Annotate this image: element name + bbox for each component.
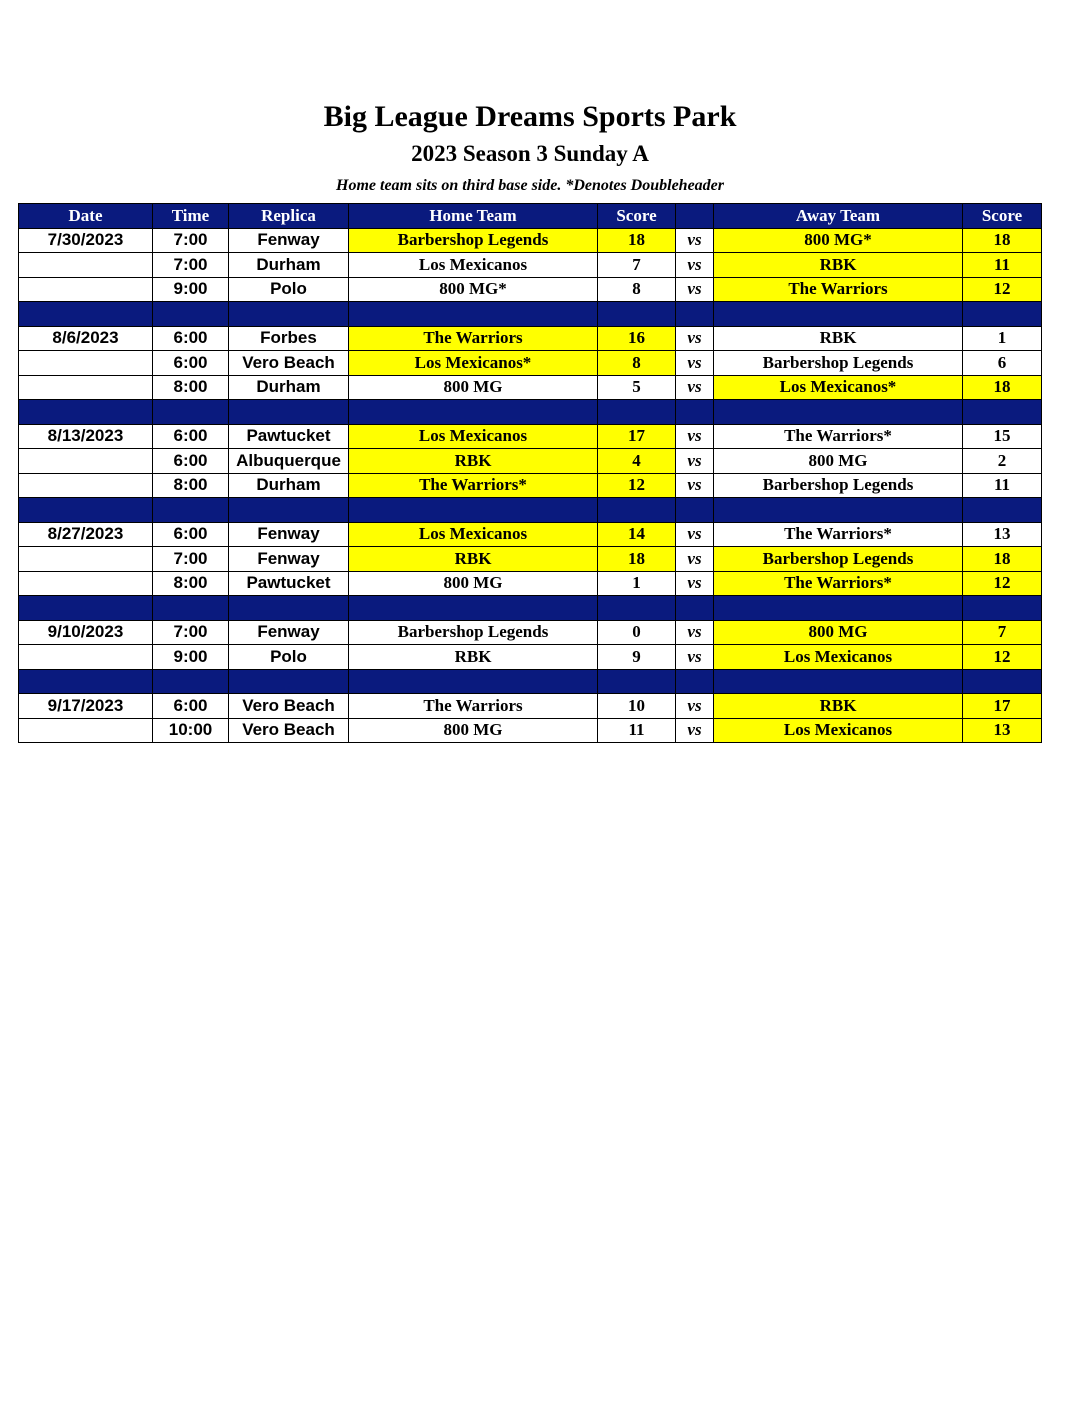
vs-cell: vs bbox=[676, 620, 714, 645]
time-cell: 8:00 bbox=[153, 473, 229, 498]
away-score-cell: 11 bbox=[963, 253, 1042, 278]
home-team-cell: 800 MG* bbox=[349, 277, 598, 302]
away-team-cell: The Warriors* bbox=[714, 424, 963, 449]
away-score-cell: 17 bbox=[963, 694, 1042, 719]
replica-cell: Vero Beach bbox=[229, 694, 349, 719]
home-team-cell: 800 MG bbox=[349, 571, 598, 596]
away-score-cell: 12 bbox=[963, 277, 1042, 302]
col-header-date: Date bbox=[19, 204, 153, 229]
separator-cell bbox=[598, 302, 676, 327]
time-cell: 8:00 bbox=[153, 375, 229, 400]
home-score-cell: 14 bbox=[598, 522, 676, 547]
separator-cell bbox=[153, 669, 229, 694]
time-cell: 6:00 bbox=[153, 694, 229, 719]
home-score-cell: 12 bbox=[598, 473, 676, 498]
separator-cell bbox=[714, 669, 963, 694]
separator-cell bbox=[153, 498, 229, 523]
replica-cell: Pawtucket bbox=[229, 571, 349, 596]
separator-cell bbox=[714, 302, 963, 327]
home-team-cell: RBK bbox=[349, 449, 598, 474]
date-cell bbox=[19, 571, 153, 596]
time-cell: 6:00 bbox=[153, 424, 229, 449]
home-team-cell: The Warriors bbox=[349, 694, 598, 719]
separator-row bbox=[19, 302, 1042, 327]
table-row bbox=[19, 228, 1042, 253]
away-team-cell: 800 MG* bbox=[714, 228, 963, 253]
home-team-cell: Los Mexicanos bbox=[349, 522, 598, 547]
home-score-cell: 10 bbox=[598, 694, 676, 719]
home-team-cell: Los Mexicanos bbox=[349, 253, 598, 278]
separator-cell bbox=[349, 400, 598, 425]
col-header-away-score: Score bbox=[963, 204, 1042, 229]
away-score-cell: 7 bbox=[963, 620, 1042, 645]
away-team-cell: RBK bbox=[714, 253, 963, 278]
time-cell: 9:00 bbox=[153, 277, 229, 302]
date-cell bbox=[19, 473, 153, 498]
vs-cell: vs bbox=[676, 547, 714, 572]
separator-cell bbox=[676, 400, 714, 425]
separator-cell bbox=[714, 596, 963, 621]
vs-cell: vs bbox=[676, 449, 714, 474]
separator-cell bbox=[676, 669, 714, 694]
away-score-cell: 18 bbox=[963, 228, 1042, 253]
date-cell: 9/10/2023 bbox=[19, 620, 153, 645]
vs-cell: vs bbox=[676, 351, 714, 376]
away-score-cell: 6 bbox=[963, 351, 1042, 376]
schedule-body bbox=[19, 228, 1042, 743]
away-team-cell: 800 MG bbox=[714, 620, 963, 645]
away-team-cell: Los Mexicanos* bbox=[714, 375, 963, 400]
date-cell bbox=[19, 351, 153, 376]
separator-row bbox=[19, 669, 1042, 694]
away-score-cell: 11 bbox=[963, 473, 1042, 498]
home-score-cell: 9 bbox=[598, 645, 676, 670]
separator-cell bbox=[153, 302, 229, 327]
table-row bbox=[19, 375, 1042, 400]
away-team-cell: 800 MG bbox=[714, 449, 963, 474]
time-cell: 9:00 bbox=[153, 645, 229, 670]
vs-cell: vs bbox=[676, 277, 714, 302]
separator-cell bbox=[349, 302, 598, 327]
vs-cell: vs bbox=[676, 522, 714, 547]
col-header-vs bbox=[676, 204, 714, 229]
time-cell: 8:00 bbox=[153, 571, 229, 596]
separator-cell bbox=[349, 596, 598, 621]
vs-cell: vs bbox=[676, 228, 714, 253]
table-row bbox=[19, 522, 1042, 547]
table-row bbox=[19, 718, 1042, 743]
separator-cell bbox=[676, 498, 714, 523]
separator-cell bbox=[19, 669, 153, 694]
date-cell bbox=[19, 718, 153, 743]
home-team-cell: Los Mexicanos bbox=[349, 424, 598, 449]
date-cell: 9/17/2023 bbox=[19, 694, 153, 719]
home-team-cell: 800 MG bbox=[349, 375, 598, 400]
away-score-cell: 2 bbox=[963, 449, 1042, 474]
separator-cell bbox=[598, 498, 676, 523]
date-cell bbox=[19, 645, 153, 670]
home-score-cell: 11 bbox=[598, 718, 676, 743]
table-row bbox=[19, 571, 1042, 596]
home-score-cell: 17 bbox=[598, 424, 676, 449]
home-score-cell: 18 bbox=[598, 228, 676, 253]
date-cell: 7/30/2023 bbox=[19, 228, 153, 253]
replica-cell: Polo bbox=[229, 645, 349, 670]
schedule-table bbox=[18, 203, 1042, 743]
table-header-row bbox=[19, 204, 1042, 229]
away-team-cell: Barbershop Legends bbox=[714, 547, 963, 572]
date-cell bbox=[19, 449, 153, 474]
separator-cell bbox=[963, 596, 1042, 621]
home-score-cell: 0 bbox=[598, 620, 676, 645]
separator-cell bbox=[229, 669, 349, 694]
replica-cell: Fenway bbox=[229, 522, 349, 547]
table-row bbox=[19, 473, 1042, 498]
away-score-cell: 12 bbox=[963, 571, 1042, 596]
replica-cell: Fenway bbox=[229, 620, 349, 645]
date-cell bbox=[19, 375, 153, 400]
time-cell: 7:00 bbox=[153, 253, 229, 278]
home-score-cell: 16 bbox=[598, 326, 676, 351]
separator-cell bbox=[19, 498, 153, 523]
separator-cell bbox=[349, 669, 598, 694]
table-row bbox=[19, 694, 1042, 719]
time-cell: 7:00 bbox=[153, 228, 229, 253]
table-row bbox=[19, 253, 1042, 278]
separator-cell bbox=[963, 400, 1042, 425]
away-team-cell: RBK bbox=[714, 326, 963, 351]
separator-cell bbox=[19, 596, 153, 621]
home-score-cell: 8 bbox=[598, 277, 676, 302]
separator-cell bbox=[153, 400, 229, 425]
away-score-cell: 18 bbox=[963, 375, 1042, 400]
replica-cell: Durham bbox=[229, 253, 349, 278]
vs-cell: vs bbox=[676, 694, 714, 719]
table-row bbox=[19, 351, 1042, 376]
replica-cell: Fenway bbox=[229, 547, 349, 572]
replica-cell: Forbes bbox=[229, 326, 349, 351]
home-score-cell: 1 bbox=[598, 571, 676, 596]
home-score-cell: 18 bbox=[598, 547, 676, 572]
separator-cell bbox=[349, 498, 598, 523]
time-cell: 10:00 bbox=[153, 718, 229, 743]
home-team-cell: RBK bbox=[349, 645, 598, 670]
home-score-cell: 4 bbox=[598, 449, 676, 474]
separator-cell bbox=[963, 498, 1042, 523]
table-row bbox=[19, 326, 1042, 351]
replica-cell: Vero Beach bbox=[229, 718, 349, 743]
away-team-cell: Barbershop Legends bbox=[714, 351, 963, 376]
separator-cell bbox=[963, 669, 1042, 694]
home-team-cell: RBK bbox=[349, 547, 598, 572]
replica-cell: Pawtucket bbox=[229, 424, 349, 449]
replica-cell: Albuquerque bbox=[229, 449, 349, 474]
time-cell: 7:00 bbox=[153, 547, 229, 572]
schedule-note: Home team sits on third base side. *Denotes Doubleheader bbox=[336, 177, 724, 194]
vs-cell: vs bbox=[676, 375, 714, 400]
table-row bbox=[19, 449, 1042, 474]
away-score-cell: 1 bbox=[963, 326, 1042, 351]
vs-cell: vs bbox=[676, 645, 714, 670]
home-team-cell: Barbershop Legends bbox=[349, 228, 598, 253]
vs-cell: vs bbox=[676, 326, 714, 351]
away-score-cell: 13 bbox=[963, 522, 1042, 547]
separator-row bbox=[19, 400, 1042, 425]
vs-cell: vs bbox=[676, 424, 714, 449]
col-header-home-team: Home Team bbox=[349, 204, 598, 229]
separator-cell bbox=[714, 498, 963, 523]
table-row bbox=[19, 547, 1042, 572]
separator-cell bbox=[598, 669, 676, 694]
home-team-cell: The Warriors* bbox=[349, 473, 598, 498]
replica-cell: Durham bbox=[229, 375, 349, 400]
away-score-cell: 12 bbox=[963, 645, 1042, 670]
separator-cell bbox=[598, 400, 676, 425]
date-cell bbox=[19, 277, 153, 302]
table-row bbox=[19, 620, 1042, 645]
away-team-cell: Los Mexicanos bbox=[714, 645, 963, 670]
time-cell: 7:00 bbox=[153, 620, 229, 645]
replica-cell: Fenway bbox=[229, 228, 349, 253]
separator-cell bbox=[598, 596, 676, 621]
col-header-away-team: Away Team bbox=[714, 204, 963, 229]
col-header-replica: Replica bbox=[229, 204, 349, 229]
vs-cell: vs bbox=[676, 571, 714, 596]
col-header-time: Time bbox=[153, 204, 229, 229]
away-score-cell: 13 bbox=[963, 718, 1042, 743]
away-team-cell: The Warriors* bbox=[714, 571, 963, 596]
date-cell bbox=[19, 253, 153, 278]
away-score-cell: 18 bbox=[963, 547, 1042, 572]
page-title: Big League Dreams Sports Park bbox=[323, 100, 737, 133]
vs-cell: vs bbox=[676, 718, 714, 743]
home-team-cell: 800 MG bbox=[349, 718, 598, 743]
separator-cell bbox=[676, 302, 714, 327]
separator-cell bbox=[229, 596, 349, 621]
col-header-home-score: Score bbox=[598, 204, 676, 229]
separator-cell bbox=[229, 302, 349, 327]
separator-cell bbox=[19, 400, 153, 425]
season-subtitle: 2023 Season 3 Sunday A bbox=[411, 141, 649, 166]
time-cell: 6:00 bbox=[153, 449, 229, 474]
separator-row bbox=[19, 596, 1042, 621]
home-team-cell: The Warriors bbox=[349, 326, 598, 351]
vs-cell: vs bbox=[676, 253, 714, 278]
away-team-cell: Los Mexicanos bbox=[714, 718, 963, 743]
home-score-cell: 5 bbox=[598, 375, 676, 400]
vs-cell: vs bbox=[676, 473, 714, 498]
table-row bbox=[19, 277, 1042, 302]
away-score-cell: 15 bbox=[963, 424, 1042, 449]
date-cell: 8/6/2023 bbox=[19, 326, 153, 351]
table-row bbox=[19, 645, 1042, 670]
separator-cell bbox=[229, 400, 349, 425]
away-team-cell: The Warriors* bbox=[714, 522, 963, 547]
replica-cell: Polo bbox=[229, 277, 349, 302]
date-cell bbox=[19, 547, 153, 572]
separator-cell bbox=[676, 596, 714, 621]
separator-cell bbox=[19, 302, 153, 327]
replica-cell: Durham bbox=[229, 473, 349, 498]
home-score-cell: 7 bbox=[598, 253, 676, 278]
date-cell: 8/27/2023 bbox=[19, 522, 153, 547]
away-team-cell: The Warriors bbox=[714, 277, 963, 302]
date-cell: 8/13/2023 bbox=[19, 424, 153, 449]
away-team-cell: Barbershop Legends bbox=[714, 473, 963, 498]
time-cell: 6:00 bbox=[153, 522, 229, 547]
away-team-cell: RBK bbox=[714, 694, 963, 719]
home-score-cell: 8 bbox=[598, 351, 676, 376]
home-team-cell: Los Mexicanos* bbox=[349, 351, 598, 376]
time-cell: 6:00 bbox=[153, 351, 229, 376]
home-team-cell: Barbershop Legends bbox=[349, 620, 598, 645]
table-row bbox=[19, 424, 1042, 449]
separator-cell bbox=[963, 302, 1042, 327]
separator-row bbox=[19, 498, 1042, 523]
separator-cell bbox=[714, 400, 963, 425]
replica-cell: Vero Beach bbox=[229, 351, 349, 376]
separator-cell bbox=[229, 498, 349, 523]
separator-cell bbox=[153, 596, 229, 621]
time-cell: 6:00 bbox=[153, 326, 229, 351]
